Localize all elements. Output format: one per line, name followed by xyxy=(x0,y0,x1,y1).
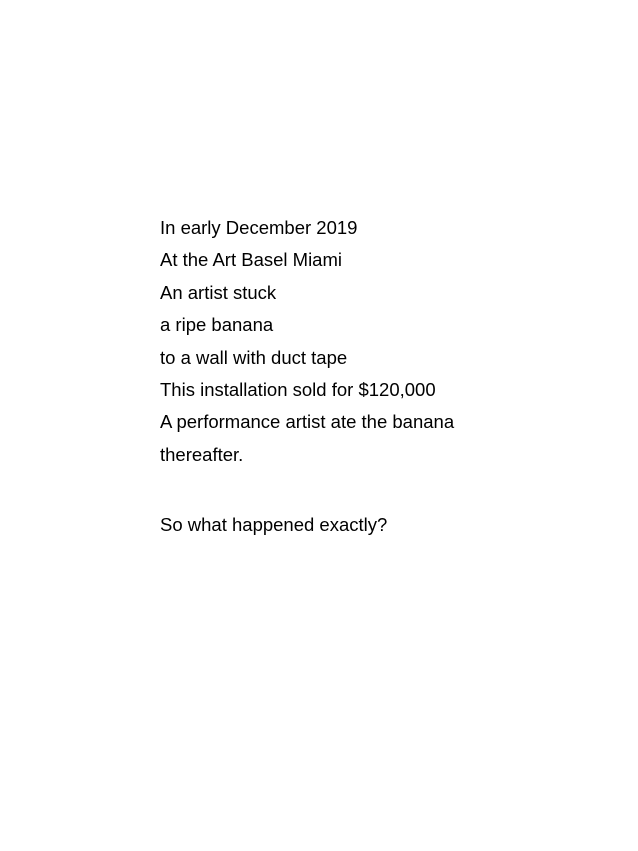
text-line: to a wall with duct tape xyxy=(160,346,348,368)
text-line: In early December 2019 xyxy=(160,217,358,238)
closing-question: So what happened exactly? xyxy=(160,514,388,536)
text-line: An artist stuck xyxy=(160,281,277,303)
stanza-break xyxy=(160,473,600,511)
poem-text-block xyxy=(160,214,600,544)
text-line: thereafter. xyxy=(160,443,244,465)
text-line: A performance artist ate the banana xyxy=(160,411,455,433)
text-line: a ripe banana xyxy=(160,314,274,336)
text-line: At the Art Basel Miami xyxy=(160,249,342,271)
text-line: This installation sold for $120,000 xyxy=(160,378,436,400)
